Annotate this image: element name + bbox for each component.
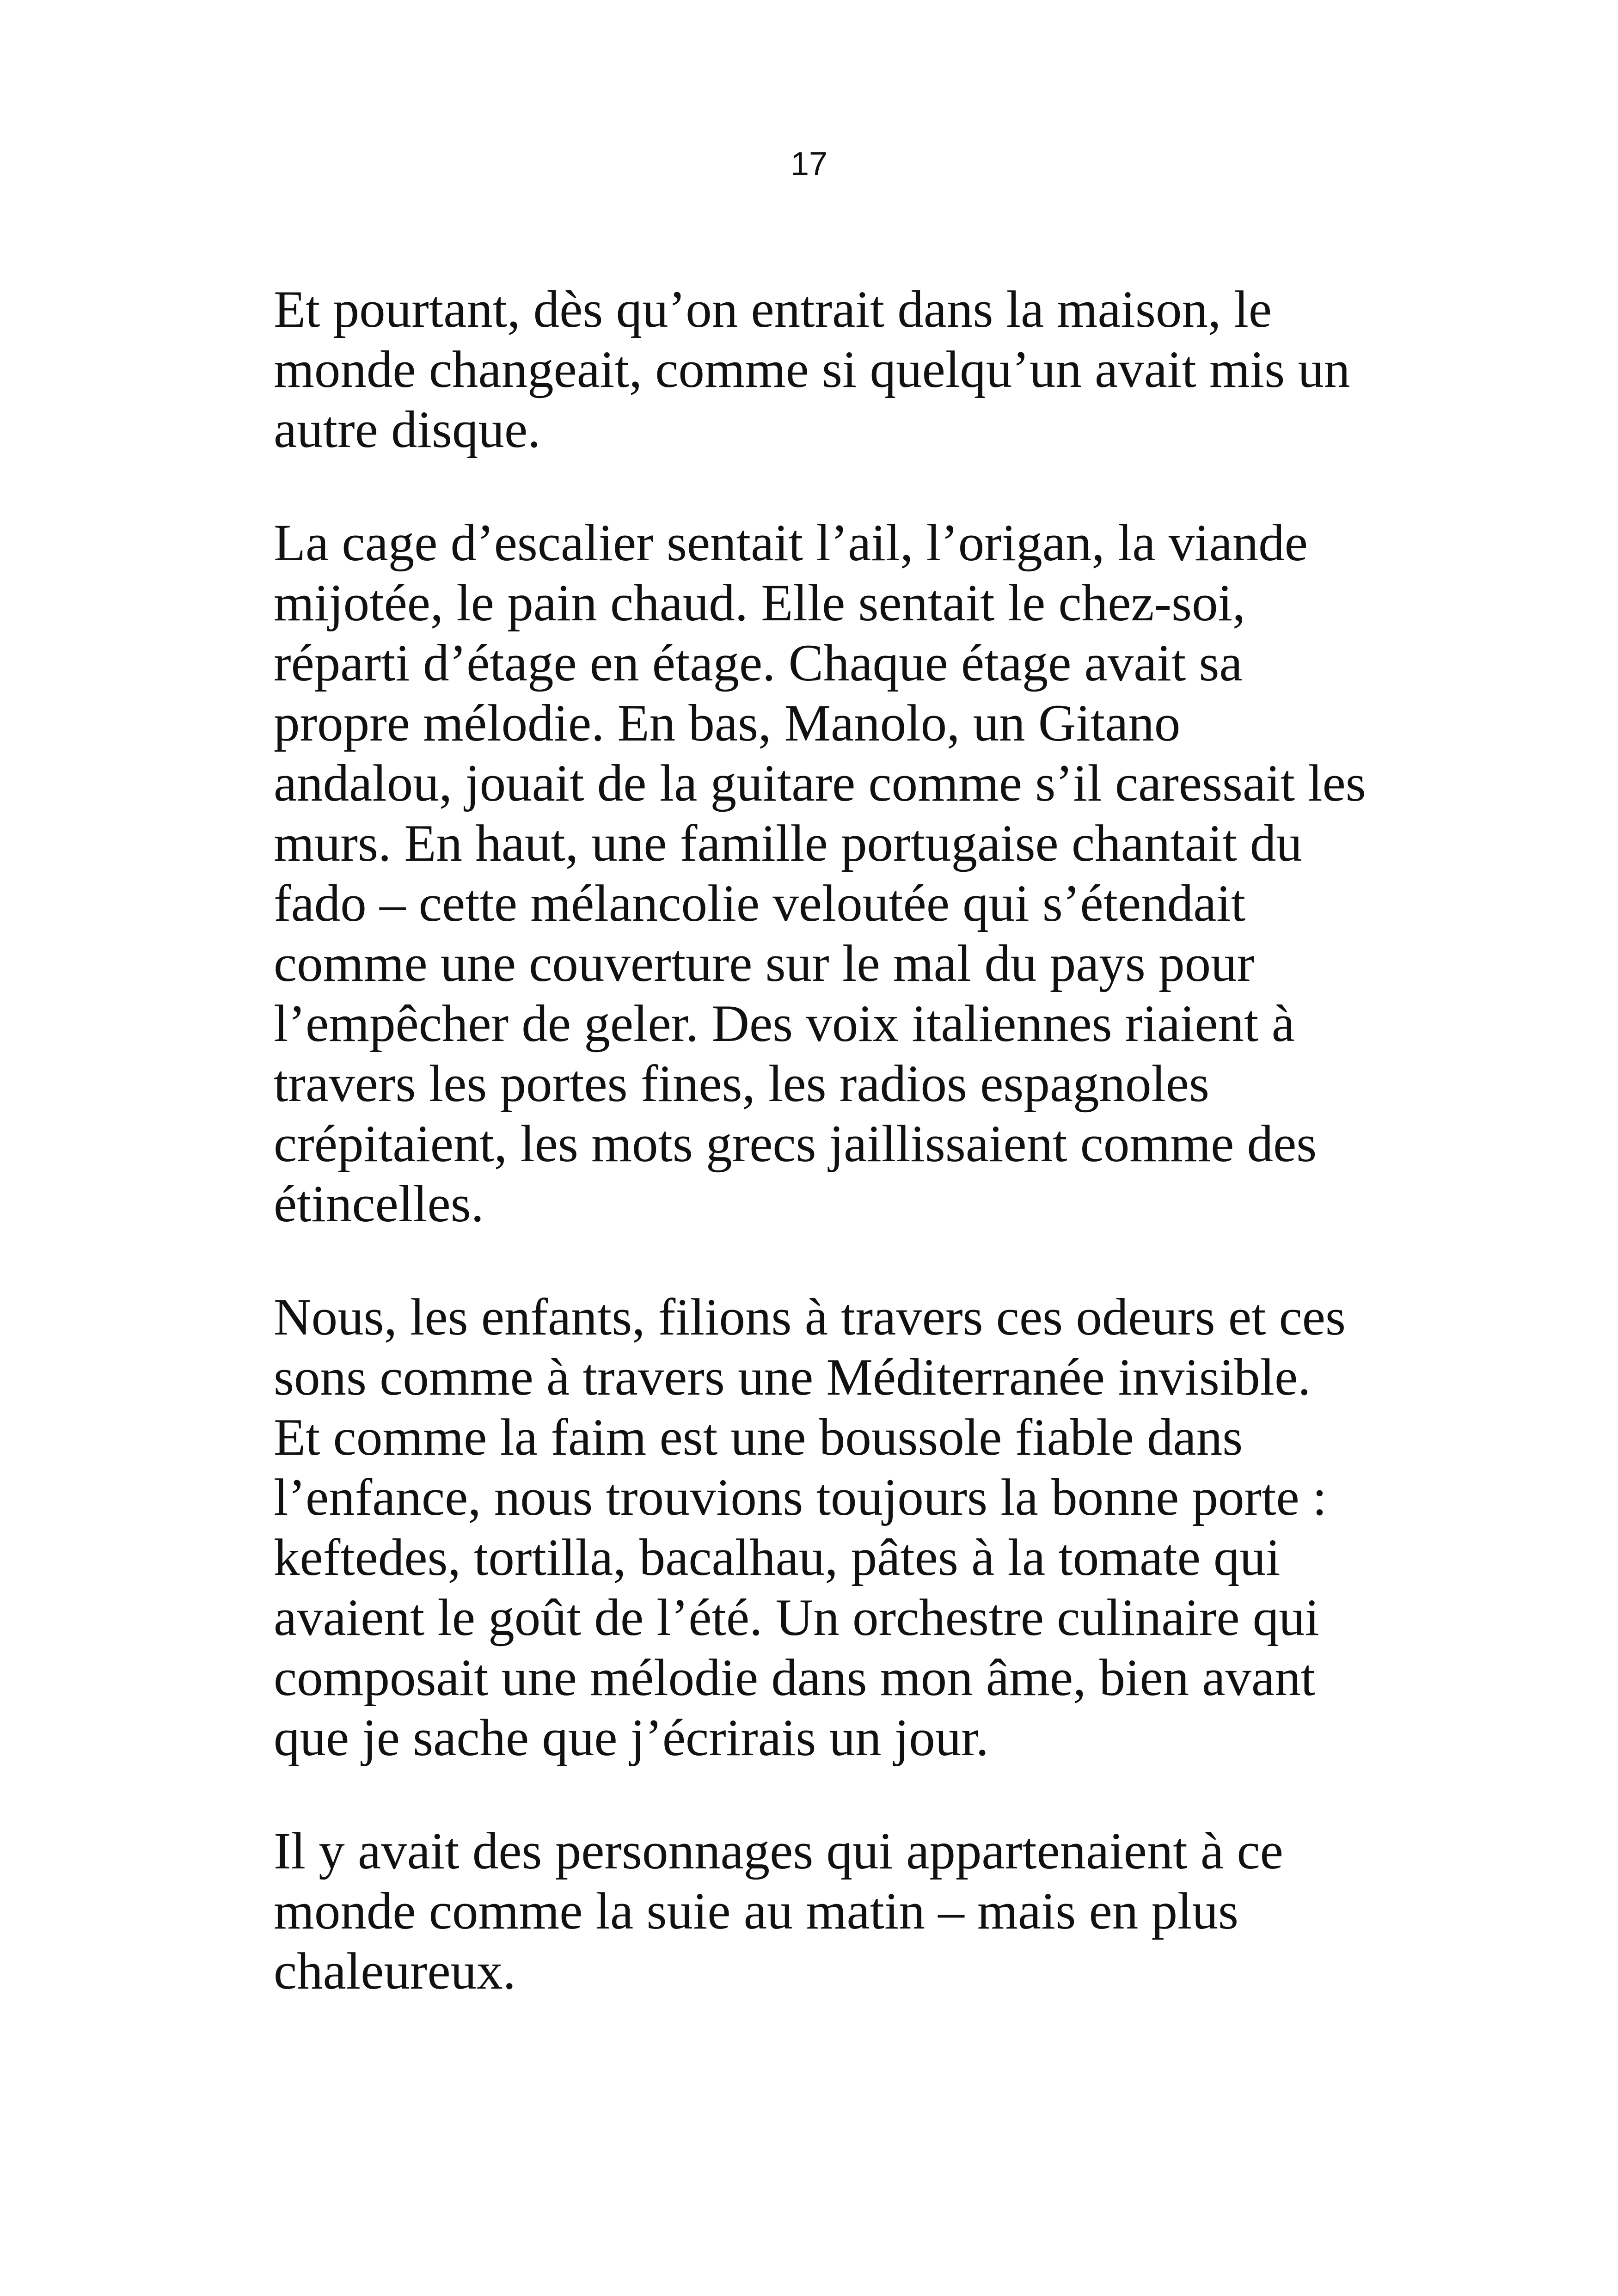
text-line: sons comme à travers une Méditerranée invisible.	[274, 1348, 1311, 1406]
text-line: comme une couverture sur le mal du pays pour	[274, 935, 1255, 992]
text-line: La cage d’escalier sentait l’ail, l’origan, la viande	[274, 514, 1308, 572]
text-line: l’enfance, nous trouvions toujours la bonne porte :	[274, 1469, 1327, 1526]
text-line: crépitaient, les mots grecs jaillissaient comme des	[274, 1115, 1317, 1173]
text-line: keftedes, tortilla, bacalhau, pâtes à la tomate qui	[274, 1529, 1281, 1586]
text-line: travers les portes fines, les radios espagnoles	[274, 1055, 1210, 1113]
text-line: l’empêcher de geler. Des voix italiennes riaient à	[274, 995, 1295, 1053]
text-line: murs. En haut, une famille portugaise chantait du	[274, 814, 1302, 872]
text-line: chaleureux.	[274, 1942, 516, 2000]
text-line: Et comme la faim est une boussole fiable dans	[274, 1408, 1243, 1466]
text-line: Et pourtant, dès qu’on entrait dans la maison, le	[274, 281, 1272, 338]
text-line: autre disque.	[274, 401, 541, 459]
text-line: étincelles.	[274, 1175, 484, 1233]
text-line: réparti d’étage en étage. Chaque étage avait sa	[274, 634, 1243, 692]
text-line: composait une mélodie dans mon âme, bien avant	[274, 1649, 1316, 1707]
text-line: andalou, jouait de la guitare comme s’il caressait les	[274, 754, 1366, 812]
text-line: avaient le goût de l’été. Un orchestre culinaire qui	[274, 1589, 1320, 1647]
text-line: propre mélodie. En bas, Manolo, un Gitano	[274, 694, 1181, 752]
text-line: monde comme la suie au matin – mais en plus	[274, 1882, 1238, 1940]
text-line: monde changeait, comme si quelqu’un avait mis un	[274, 341, 1350, 398]
text-line: Il y avait des personnages qui appartenaient à ce	[274, 1822, 1283, 1880]
page-number: 17	[790, 146, 828, 183]
text-line: fado – cette mélancolie veloutée qui s’étendait	[274, 875, 1246, 932]
text-line: que je sache que j’écrirais un jour.	[274, 1709, 989, 1767]
text-line: mijotée, le pain chaud. Elle sentait le chez-soi,	[274, 574, 1246, 632]
text-line: Nous, les enfants, filions à travers ces odeurs et ces	[274, 1288, 1346, 1346]
